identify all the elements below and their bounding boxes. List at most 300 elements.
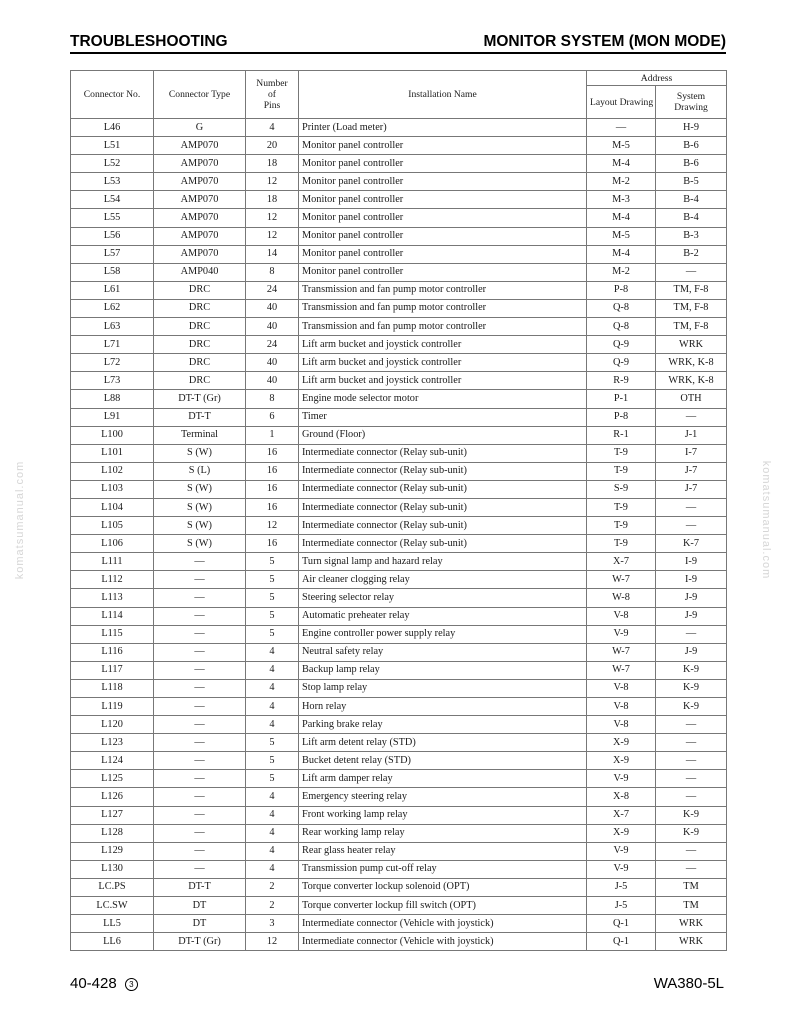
table-row (71, 625, 727, 643)
system-drawing-cell: — (656, 752, 727, 770)
layout-drawing-cell: M-5 (587, 227, 656, 245)
table-row (71, 553, 727, 571)
watermark-left: komatsumanual.com (14, 460, 26, 580)
pin-count-cell: 4 (246, 788, 299, 806)
table-row (71, 191, 727, 209)
connector-type-cell: S (W) (154, 498, 246, 516)
installation-name-cell: Neutral safety relay (299, 643, 587, 661)
pin-count-cell: 3 (246, 915, 299, 933)
layout-drawing-cell: T-9 (587, 444, 656, 462)
system-drawing-cell: — (656, 860, 727, 878)
connector-no-cell: L72 (71, 354, 154, 372)
installation-name-cell: Parking brake relay (299, 716, 587, 734)
pin-count-cell: 24 (246, 281, 299, 299)
system-drawing-cell: J-9 (656, 607, 727, 625)
connector-no-cell: L53 (71, 173, 154, 191)
connector-type-cell: AMP070 (154, 227, 246, 245)
system-drawing-cell: — (656, 788, 727, 806)
installation-name-cell: Lift arm damper relay (299, 770, 587, 788)
system-drawing-cell: B-4 (656, 209, 727, 227)
connector-type-cell: — (154, 571, 246, 589)
pin-count-cell: 4 (246, 119, 299, 137)
connector-no-cell: L57 (71, 245, 154, 263)
layout-drawing-cell: W-8 (587, 589, 656, 607)
system-drawing-cell: B-2 (656, 245, 727, 263)
connector-type-cell: DRC (154, 372, 246, 390)
connector-no-cell: L102 (71, 462, 154, 480)
installation-name-cell: Monitor panel controller (299, 155, 587, 173)
page-header (70, 32, 726, 54)
table-row (71, 589, 727, 607)
system-drawing-cell: WRK (656, 933, 727, 951)
system-drawing-cell: I-9 (656, 553, 727, 571)
subsection-title: MONITOR SYSTEM (MON MODE) (483, 33, 726, 50)
system-drawing-cell: — (656, 842, 727, 860)
system-drawing-cell: J-9 (656, 589, 727, 607)
table-row (71, 336, 727, 354)
layout-drawing-cell: X-7 (587, 806, 656, 824)
system-drawing-cell: — (656, 770, 727, 788)
connector-type-cell: — (154, 788, 246, 806)
connector-no-cell: L91 (71, 408, 154, 426)
installation-name-cell: Transmission and fan pump motor controller (299, 318, 587, 336)
layout-drawing-cell: X-7 (587, 553, 656, 571)
system-drawing-cell: TM (656, 878, 727, 896)
layout-drawing-cell: V-9 (587, 625, 656, 643)
col-system-line2: Drawing (674, 102, 708, 113)
pin-count-cell: 40 (246, 372, 299, 390)
layout-drawing-cell: V-9 (587, 770, 656, 788)
system-drawing-cell: K-7 (656, 535, 727, 553)
system-drawing-cell: K-9 (656, 824, 727, 842)
table-row (71, 480, 727, 498)
connector-type-cell: — (154, 734, 246, 752)
installation-name-cell: Bucket detent relay (STD) (299, 752, 587, 770)
connector-type-cell: S (W) (154, 535, 246, 553)
system-drawing-cell: — (656, 716, 727, 734)
layout-drawing-cell: W-7 (587, 661, 656, 679)
connector-type-cell: DT-T (Gr) (154, 933, 246, 951)
pin-count-cell: 5 (246, 589, 299, 607)
connector-type-cell: — (154, 752, 246, 770)
page-number: 40-428 (70, 975, 117, 992)
layout-drawing-cell: W-7 (587, 643, 656, 661)
installation-name-cell: Monitor panel controller (299, 227, 587, 245)
table-row (71, 155, 727, 173)
installation-name-cell: Lift arm detent relay (STD) (299, 734, 587, 752)
installation-name-cell: Steering selector relay (299, 589, 587, 607)
col-pins-line3: Pins (263, 100, 281, 111)
layout-drawing-cell: V-9 (587, 860, 656, 878)
table-row (71, 607, 727, 625)
table-header (71, 71, 727, 119)
connector-type-cell: AMP070 (154, 191, 246, 209)
table-row (71, 137, 727, 155)
system-drawing-cell: J-1 (656, 426, 727, 444)
system-drawing-cell: J-9 (656, 643, 727, 661)
pin-count-cell: 24 (246, 336, 299, 354)
installation-name-cell: Backup lamp relay (299, 661, 587, 679)
connector-no-cell: L104 (71, 498, 154, 516)
connector-type-cell: — (154, 553, 246, 571)
connector-no-cell: L111 (71, 553, 154, 571)
connector-no-cell: L61 (71, 281, 154, 299)
system-drawing-cell: — (656, 517, 727, 535)
installation-name-cell: Monitor panel controller (299, 191, 587, 209)
installation-name-cell: Front working lamp relay (299, 806, 587, 824)
connector-no-cell: L120 (71, 716, 154, 734)
col-system-drawing (656, 86, 727, 119)
pin-count-cell: 5 (246, 734, 299, 752)
pin-count-cell: 1 (246, 426, 299, 444)
system-drawing-cell: — (656, 498, 727, 516)
connector-type-cell: — (154, 679, 246, 697)
table-row (71, 426, 727, 444)
layout-drawing-cell: Q-1 (587, 915, 656, 933)
connector-no-cell: L106 (71, 535, 154, 553)
pin-count-cell: 5 (246, 770, 299, 788)
connector-no-cell: L125 (71, 770, 154, 788)
installation-name-cell: Intermediate connector (Relay sub-unit) (299, 462, 587, 480)
connector-no-cell: LC.PS (71, 878, 154, 896)
table-row (71, 698, 727, 716)
installation-name-cell: Transmission pump cut-off relay (299, 860, 587, 878)
table-row (71, 498, 727, 516)
layout-drawing-cell: M-4 (587, 155, 656, 173)
connector-type-cell: S (W) (154, 444, 246, 462)
table-row (71, 227, 727, 245)
table-row (71, 860, 727, 878)
pin-count-cell: 4 (246, 824, 299, 842)
pin-count-cell: 16 (246, 444, 299, 462)
col-installation-name: Installation Name (299, 71, 587, 119)
installation-name-cell: Intermediate connector (Relay sub-unit) (299, 498, 587, 516)
pin-count-cell: 16 (246, 480, 299, 498)
layout-drawing-cell: V-9 (587, 842, 656, 860)
table-row (71, 806, 727, 824)
layout-drawing-cell: Q-8 (587, 318, 656, 336)
connector-type-cell: AMP070 (154, 209, 246, 227)
pin-count-cell: 12 (246, 933, 299, 951)
system-drawing-cell: B-5 (656, 173, 727, 191)
system-drawing-cell: TM, F-8 (656, 318, 727, 336)
table-row (71, 716, 727, 734)
table-row (71, 679, 727, 697)
connector-no-cell: L128 (71, 824, 154, 842)
connector-no-cell: L124 (71, 752, 154, 770)
connector-type-cell: — (154, 607, 246, 625)
connector-type-cell: — (154, 643, 246, 661)
pin-count-cell: 4 (246, 860, 299, 878)
layout-drawing-cell: R-9 (587, 372, 656, 390)
connector-no-cell: L54 (71, 191, 154, 209)
connector-no-cell: L101 (71, 444, 154, 462)
system-drawing-cell: J-7 (656, 462, 727, 480)
col-pins-line1: Number (256, 78, 288, 89)
installation-name-cell: Emergency steering relay (299, 788, 587, 806)
installation-name-cell: Rear working lamp relay (299, 824, 587, 842)
installation-name-cell: Monitor panel controller (299, 245, 587, 263)
table-row (71, 842, 727, 860)
connector-no-cell: L88 (71, 390, 154, 408)
pin-count-cell: 2 (246, 897, 299, 915)
table-row (71, 263, 727, 281)
layout-drawing-cell: X-9 (587, 734, 656, 752)
table-row (71, 299, 727, 317)
connector-no-cell: L113 (71, 589, 154, 607)
table-row (71, 824, 727, 842)
layout-drawing-cell: P-8 (587, 408, 656, 426)
pin-count-cell: 40 (246, 299, 299, 317)
connector-no-cell: LL5 (71, 915, 154, 933)
installation-name-cell: Intermediate connector (Relay sub-unit) (299, 535, 587, 553)
layout-drawing-cell: T-9 (587, 535, 656, 553)
col-connector-type: Connector Type (154, 71, 246, 119)
col-number-of-pins (246, 71, 299, 119)
col-address: Address (587, 71, 727, 86)
layout-drawing-cell: V-8 (587, 679, 656, 697)
connector-type-cell: DRC (154, 299, 246, 317)
installation-name-cell: Monitor panel controller (299, 137, 587, 155)
table-row (71, 408, 727, 426)
layout-drawing-cell: M-4 (587, 209, 656, 227)
pin-count-cell: 6 (246, 408, 299, 426)
revision-mark: 3 (125, 978, 138, 991)
connector-type-cell: DRC (154, 336, 246, 354)
table-row (71, 119, 727, 137)
connector-type-cell: DT-T (154, 878, 246, 896)
installation-name-cell: Ground (Floor) (299, 426, 587, 444)
layout-drawing-cell: X-9 (587, 824, 656, 842)
system-drawing-cell: — (656, 734, 727, 752)
pin-count-cell: 12 (246, 227, 299, 245)
connector-no-cell: L71 (71, 336, 154, 354)
connector-type-cell: DT-T (154, 408, 246, 426)
system-drawing-cell: TM, F-8 (656, 299, 727, 317)
installation-name-cell: Transmission and fan pump motor controller (299, 281, 587, 299)
installation-name-cell: Lift arm bucket and joystick controller (299, 354, 587, 372)
system-drawing-cell: B-6 (656, 155, 727, 173)
system-drawing-cell: WRK (656, 915, 727, 933)
system-drawing-cell: WRK, K-8 (656, 372, 727, 390)
connector-no-cell: LC.SW (71, 897, 154, 915)
table-row (71, 878, 727, 896)
table-row (71, 933, 727, 951)
system-drawing-cell: H-9 (656, 119, 727, 137)
pin-count-cell: 18 (246, 155, 299, 173)
pin-count-cell: 4 (246, 661, 299, 679)
connector-no-cell: L114 (71, 607, 154, 625)
connector-no-cell: L51 (71, 137, 154, 155)
installation-name-cell: Turn signal lamp and hazard relay (299, 553, 587, 571)
connector-no-cell: L63 (71, 318, 154, 336)
pin-count-cell: 4 (246, 643, 299, 661)
system-drawing-cell: K-9 (656, 698, 727, 716)
installation-name-cell: Air cleaner clogging relay (299, 571, 587, 589)
connector-type-cell: DT (154, 915, 246, 933)
table-row (71, 915, 727, 933)
layout-drawing-cell: M-2 (587, 263, 656, 281)
layout-drawing-cell: X-8 (587, 788, 656, 806)
system-drawing-cell: TM, F-8 (656, 281, 727, 299)
connector-no-cell: L100 (71, 426, 154, 444)
connector-no-cell: L103 (71, 480, 154, 498)
table-row (71, 245, 727, 263)
installation-name-cell: Torque converter lockup solenoid (OPT) (299, 878, 587, 896)
table-row (71, 209, 727, 227)
connector-type-cell: G (154, 119, 246, 137)
layout-drawing-cell: M-3 (587, 191, 656, 209)
layout-drawing-cell: T-9 (587, 498, 656, 516)
pin-count-cell: 14 (246, 245, 299, 263)
connector-type-cell: DT-T (Gr) (154, 390, 246, 408)
connector-no-cell: L123 (71, 734, 154, 752)
system-drawing-cell: — (656, 625, 727, 643)
layout-drawing-cell: Q-9 (587, 354, 656, 372)
installation-name-cell: Intermediate connector (Relay sub-unit) (299, 480, 587, 498)
installation-name-cell: Transmission and fan pump motor controller (299, 299, 587, 317)
installation-name-cell: Intermediate connector (Relay sub-unit) (299, 444, 587, 462)
col-pins-line2: of (268, 89, 276, 100)
pin-count-cell: 5 (246, 625, 299, 643)
connector-table (70, 70, 727, 951)
table-row (71, 372, 727, 390)
system-drawing-cell: J-7 (656, 480, 727, 498)
connector-no-cell: L117 (71, 661, 154, 679)
table-row (71, 462, 727, 480)
system-drawing-cell: I-9 (656, 571, 727, 589)
table-row (71, 318, 727, 336)
connector-type-cell: S (W) (154, 517, 246, 535)
layout-drawing-cell: M-2 (587, 173, 656, 191)
col-system-line1: System (676, 91, 706, 102)
installation-name-cell: Torque converter lockup fill switch (OPT) (299, 897, 587, 915)
col-connector-no: Connector No. (71, 71, 154, 119)
connector-type-cell: — (154, 770, 246, 788)
pin-count-cell: 4 (246, 716, 299, 734)
connector-no-cell: L58 (71, 263, 154, 281)
table-row (71, 643, 727, 661)
table-row (71, 571, 727, 589)
connector-no-cell: L55 (71, 209, 154, 227)
system-drawing-cell: — (656, 408, 727, 426)
connector-type-cell: S (W) (154, 480, 246, 498)
layout-drawing-cell: T-9 (587, 517, 656, 535)
connector-no-cell: LL6 (71, 933, 154, 951)
layout-drawing-cell: X-9 (587, 752, 656, 770)
connector-type-cell: — (154, 661, 246, 679)
connector-type-cell: — (154, 860, 246, 878)
connector-no-cell: L118 (71, 679, 154, 697)
connector-no-cell: L116 (71, 643, 154, 661)
layout-drawing-cell: R-1 (587, 426, 656, 444)
pin-count-cell: 12 (246, 209, 299, 227)
layout-drawing-cell: P-1 (587, 390, 656, 408)
layout-drawing-cell: J-5 (587, 878, 656, 896)
system-drawing-cell: OTH (656, 390, 727, 408)
pin-count-cell: 4 (246, 679, 299, 697)
table-row (71, 173, 727, 191)
table-row (71, 752, 727, 770)
pin-count-cell: 12 (246, 173, 299, 191)
installation-name-cell: Engine mode selector motor (299, 390, 587, 408)
pin-count-cell: 8 (246, 390, 299, 408)
connector-no-cell: L126 (71, 788, 154, 806)
system-drawing-cell: WRK, K-8 (656, 354, 727, 372)
connector-type-cell: DRC (154, 354, 246, 372)
connector-type-cell: — (154, 589, 246, 607)
installation-name-cell: Printer (Load meter) (299, 119, 587, 137)
connector-type-cell: Terminal (154, 426, 246, 444)
installation-name-cell: Automatic preheater relay (299, 607, 587, 625)
installation-name-cell: Engine controller power supply relay (299, 625, 587, 643)
system-drawing-cell: K-9 (656, 679, 727, 697)
connector-type-cell: DRC (154, 318, 246, 336)
table-row (71, 734, 727, 752)
installation-name-cell: Monitor panel controller (299, 209, 587, 227)
connector-no-cell: L105 (71, 517, 154, 535)
installation-name-cell: Stop lamp relay (299, 679, 587, 697)
model-name: WA380-5L (653, 975, 724, 992)
layout-drawing-cell: M-5 (587, 137, 656, 155)
connector-no-cell: L115 (71, 625, 154, 643)
connector-no-cell: L46 (71, 119, 154, 137)
system-drawing-cell: K-9 (656, 806, 727, 824)
layout-drawing-cell: T-9 (587, 462, 656, 480)
connector-type-cell: AMP040 (154, 263, 246, 281)
table-body (71, 119, 727, 951)
connector-type-cell: DT (154, 897, 246, 915)
layout-drawing-cell: Q-8 (587, 299, 656, 317)
system-drawing-cell: K-9 (656, 661, 727, 679)
system-drawing-cell: B-4 (656, 191, 727, 209)
layout-drawing-cell: M-4 (587, 245, 656, 263)
system-drawing-cell: B-6 (656, 137, 727, 155)
layout-drawing-cell: Q-9 (587, 336, 656, 354)
installation-name-cell: Rear glass heater relay (299, 842, 587, 860)
connector-no-cell: L52 (71, 155, 154, 173)
connector-type-cell: — (154, 824, 246, 842)
pin-count-cell: 4 (246, 842, 299, 860)
table-row (71, 390, 727, 408)
table-row (71, 444, 727, 462)
connector-no-cell: L129 (71, 842, 154, 860)
pin-count-cell: 4 (246, 806, 299, 824)
connector-no-cell: L119 (71, 698, 154, 716)
pin-count-cell: 18 (246, 191, 299, 209)
layout-drawing-cell: J-5 (587, 897, 656, 915)
system-drawing-cell: TM (656, 897, 727, 915)
connector-type-cell: S (L) (154, 462, 246, 480)
connector-type-cell: — (154, 698, 246, 716)
system-drawing-cell: I-7 (656, 444, 727, 462)
pin-count-cell: 20 (246, 137, 299, 155)
system-drawing-cell: WRK (656, 336, 727, 354)
installation-name-cell: Lift arm bucket and joystick controller (299, 336, 587, 354)
installation-name-cell: Timer (299, 408, 587, 426)
table-row (71, 517, 727, 535)
pin-count-cell: 12 (246, 517, 299, 535)
pin-count-cell: 8 (246, 263, 299, 281)
layout-drawing-cell: P-8 (587, 281, 656, 299)
watermark-right: komatsumanual.com (760, 460, 772, 580)
table-row (71, 788, 727, 806)
connector-type-cell: DRC (154, 281, 246, 299)
installation-name-cell: Intermediate connector (Relay sub-unit) (299, 517, 587, 535)
table-row (71, 354, 727, 372)
layout-drawing-cell: V-8 (587, 716, 656, 734)
installation-name-cell: Monitor panel controller (299, 173, 587, 191)
